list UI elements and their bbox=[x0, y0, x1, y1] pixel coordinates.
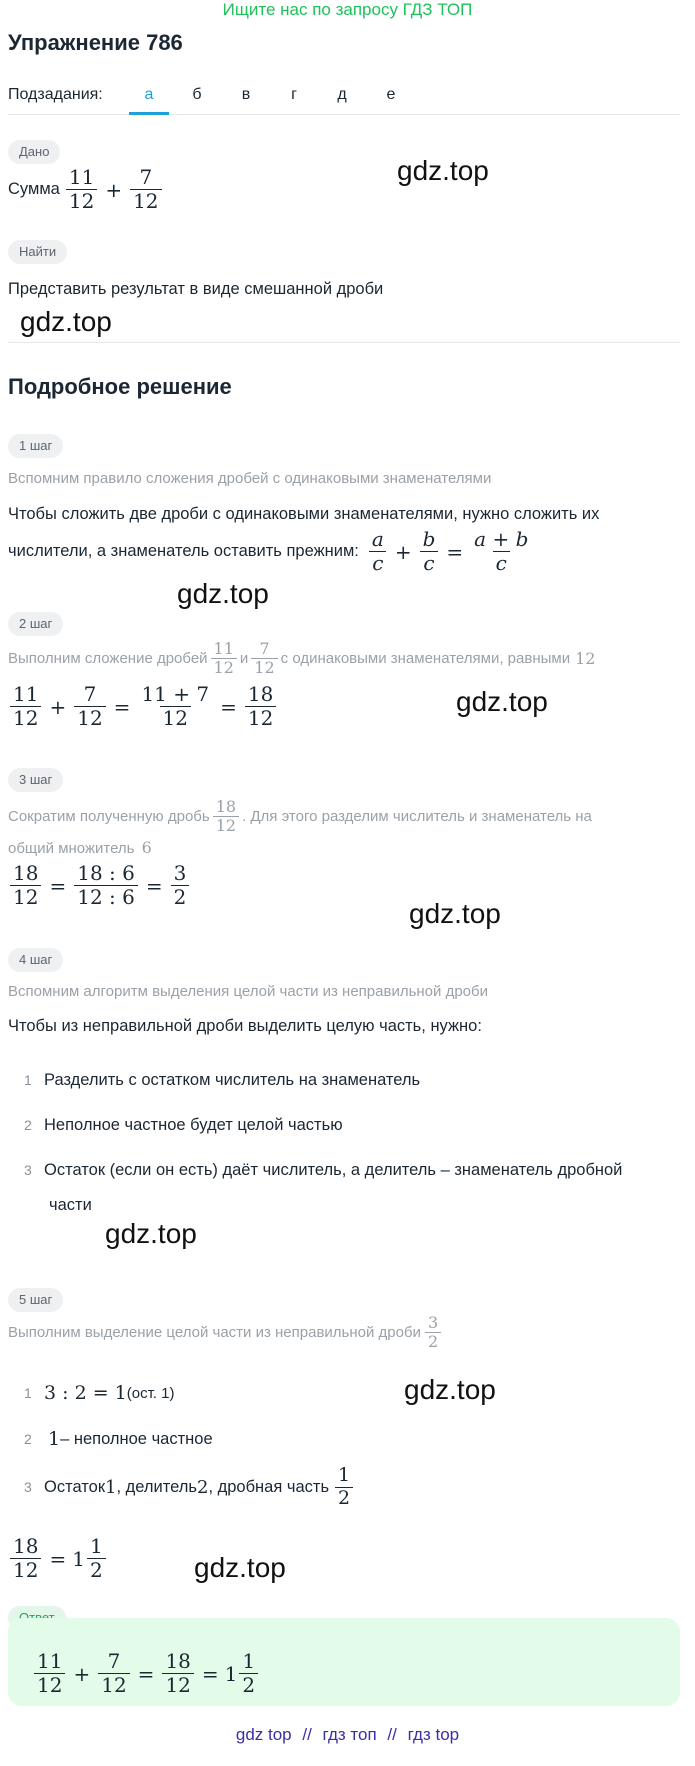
step-2-hint-b-den: 12 bbox=[251, 658, 277, 677]
fraction-part-den: 2 bbox=[335, 1487, 353, 1510]
step-1-pill: 1 шаг bbox=[8, 434, 63, 458]
watermark: gdz.top bbox=[409, 898, 501, 929]
result-num: 18 bbox=[13, 1534, 39, 1558]
watermark: gdz.top bbox=[194, 1552, 286, 1583]
answer-b-num: 7 bbox=[107, 1649, 121, 1673]
answer-s-den: 12 bbox=[162, 1673, 193, 1697]
given-expression bbox=[8, 166, 164, 213]
calc-b-den: 12 bbox=[74, 706, 105, 730]
step-2-hint-value: 12 bbox=[575, 649, 596, 669]
given-b-den: 12 bbox=[130, 189, 161, 213]
calc3-den: 12 bbox=[10, 885, 41, 909]
step-2-hint-a-num: 11 bbox=[213, 639, 234, 658]
answer-whole: 1 bbox=[224, 1661, 238, 1686]
list-number: 3 bbox=[24, 1162, 32, 1178]
step-3-hint-post: . Для этого разделим числитель и знаменатель на bbox=[242, 808, 592, 826]
watermark: gdz.top bbox=[404, 1374, 496, 1405]
formula-c: c bbox=[493, 551, 510, 575]
footer-link-gdz-top-mixed[interactable]: гдз top bbox=[407, 1725, 460, 1744]
step-1-body-line1: Чтобы сложить две дроби с одинаковыми знаменателями, нужно сложить их bbox=[8, 505, 600, 523]
step-2-calc bbox=[8, 683, 278, 730]
given-a-den: 12 bbox=[66, 189, 97, 213]
answer-f-num: 1 bbox=[242, 1649, 256, 1673]
step-4-body: Чтобы из неправильной дроби выделить целую часть, нужно: bbox=[8, 1017, 482, 1035]
footer-link-gdz-top[interactable]: gdz top bbox=[235, 1725, 292, 1744]
step-5-hint-num: 3 bbox=[427, 1313, 439, 1332]
tab-a[interactable]: а bbox=[144, 86, 154, 103]
find-text: Представить результат в виде смешанной дроби bbox=[8, 280, 384, 298]
answer-expression bbox=[32, 1650, 260, 1697]
step-2-hint-a-den: 12 bbox=[211, 658, 237, 677]
calc3-div-den: 12 : 6 bbox=[74, 885, 138, 909]
formula-plus: + bbox=[394, 539, 412, 564]
calc-sum-den: 12 bbox=[160, 706, 191, 730]
calc3-eq: = bbox=[145, 873, 163, 898]
tab-g[interactable]: г bbox=[291, 86, 297, 103]
step-5-pill: 5 шаг bbox=[8, 1288, 63, 1312]
step-5-result bbox=[8, 1535, 108, 1582]
list-item bbox=[24, 1428, 213, 1450]
step-2-hint-pre: Выполним сложение дробей bbox=[8, 650, 208, 668]
answer-b-den: 12 bbox=[98, 1673, 129, 1697]
list-number: 1 bbox=[24, 1072, 32, 1088]
list-number: 3 bbox=[24, 1479, 32, 1496]
remainder-value: 1 bbox=[105, 1476, 117, 1498]
list-item bbox=[24, 1382, 174, 1404]
list-text: Разделить с остатком числитель на знаменатель bbox=[44, 1071, 421, 1089]
result-eq: = bbox=[49, 1546, 67, 1571]
result-whole: 1 bbox=[72, 1546, 85, 1571]
result-f-num: 1 bbox=[89, 1534, 103, 1558]
footer-link-gdz-top-ru[interactable]: гдз топ bbox=[322, 1725, 377, 1744]
formula-sum: a + b bbox=[474, 527, 529, 551]
tab-v[interactable]: в bbox=[241, 86, 251, 103]
list-text: Остаток (если он есть) даёт числитель, а делитель – знаменатель дробной bbox=[44, 1161, 623, 1179]
step-3-hint bbox=[8, 798, 592, 836]
calc3-res-den: 2 bbox=[171, 885, 190, 909]
answer-eq: = bbox=[137, 1661, 155, 1686]
division-expr: 3 : 2 = 1 bbox=[44, 1382, 127, 1404]
answer-f-den: 2 bbox=[239, 1673, 258, 1697]
footer-separator: // bbox=[387, 1725, 397, 1744]
active-tab-indicator bbox=[129, 112, 169, 115]
step-3-hint-value: 6 bbox=[141, 838, 152, 857]
answer-a-num: 11 bbox=[37, 1649, 63, 1673]
step-1-hint: Вспомним правило сложения дробей с одинаковыми знаменателями bbox=[8, 470, 492, 487]
answer-s-num: 18 bbox=[165, 1649, 191, 1673]
footer-separator: // bbox=[302, 1725, 312, 1744]
divisor-value: 2 bbox=[197, 1476, 209, 1498]
formula-c: c bbox=[420, 551, 437, 575]
list-item bbox=[24, 1071, 420, 1090]
tab-b[interactable]: б bbox=[192, 86, 202, 103]
calc3-res-num: 3 bbox=[173, 861, 187, 885]
step-1-body-line2: числители, а знаменатель оставить прежним: bbox=[8, 542, 359, 560]
watermark: gdz.top bbox=[20, 306, 112, 337]
subtasks-tabs bbox=[8, 82, 680, 115]
step-5-hint-text: Выполним выделение целой части из неправильной дроби bbox=[8, 1324, 421, 1342]
calc3-div-num: 18 : 6 bbox=[77, 861, 135, 885]
step-5-hint bbox=[8, 1314, 443, 1352]
watermark: gdz.top bbox=[456, 686, 548, 717]
quotient-text: – неполное частное bbox=[60, 1429, 213, 1448]
list-number: 2 bbox=[24, 1431, 32, 1447]
step-4-hint: Вспомним алгоритм выделения целой части из неправильной дроби bbox=[8, 983, 488, 1000]
list-number: 2 bbox=[24, 1117, 32, 1133]
quotient-value: 1 bbox=[48, 1428, 61, 1450]
step-2-hint bbox=[8, 640, 595, 678]
step-4-pill: 4 шаг bbox=[8, 948, 63, 972]
list-item bbox=[24, 1465, 355, 1510]
step-2-hint-and: и bbox=[239, 650, 249, 668]
step-2-hint-b-num: 7 bbox=[259, 639, 270, 658]
step-3-pill: 3 шаг bbox=[8, 768, 63, 792]
fraction-part-text: , дробная часть bbox=[208, 1477, 330, 1496]
answer-a-den: 12 bbox=[34, 1673, 65, 1697]
step-3-hint-num: 18 bbox=[215, 797, 237, 816]
calc-eq: = bbox=[113, 694, 131, 719]
given-b-num: 7 bbox=[139, 165, 153, 189]
step-2-hint-post: с одинаковыми знаменателями, равными bbox=[280, 650, 571, 668]
watermark: gdz.top bbox=[397, 155, 489, 186]
given-pill: Дано bbox=[8, 140, 60, 164]
formula-b: b bbox=[422, 527, 436, 551]
given-a-num: 11 bbox=[68, 165, 95, 189]
tab-e[interactable]: е bbox=[386, 86, 396, 103]
calc3-num: 18 bbox=[13, 861, 39, 885]
watermark: gdz.top bbox=[177, 578, 269, 609]
calc-eq: = bbox=[220, 694, 237, 719]
page-title: Упражнение 786 bbox=[8, 30, 183, 55]
step-3-hint-pre: Сократим полученную дробь bbox=[8, 808, 210, 826]
step-2-pill: 2 шаг bbox=[8, 612, 63, 636]
tab-d[interactable]: д bbox=[337, 86, 347, 103]
list-text-continued: части bbox=[49, 1196, 92, 1214]
calc-result-den: 12 bbox=[245, 706, 276, 730]
given-text: Сумма bbox=[8, 180, 60, 198]
footer-links bbox=[0, 1725, 695, 1745]
solution-title: Подробное решение bbox=[8, 374, 232, 399]
result-den: 12 bbox=[10, 1558, 41, 1582]
top-banner: Ищите нас по запросу ГДЗ ТОП bbox=[222, 0, 473, 19]
list-text: Неполное частное будет целой частью bbox=[44, 1116, 343, 1134]
calc3-eq: = bbox=[49, 873, 67, 898]
watermark: gdz.top bbox=[105, 1218, 197, 1249]
formula-c: c bbox=[369, 551, 386, 575]
given-op: + bbox=[105, 177, 123, 202]
calc-sum-num: 11 + 7 bbox=[141, 682, 210, 706]
step-5-hint-den: 2 bbox=[425, 1332, 441, 1351]
calc-result-num: 18 bbox=[247, 682, 274, 706]
calc-plus: + bbox=[49, 694, 67, 719]
find-pill: Найти bbox=[8, 240, 67, 264]
divisor-text: , делитель bbox=[116, 1477, 197, 1496]
calc-a-den: 12 bbox=[10, 706, 41, 730]
answer-plus: + bbox=[73, 1661, 91, 1686]
divider bbox=[8, 342, 680, 343]
subtasks-label: Подзадания: bbox=[8, 86, 103, 103]
step-1-formula-line bbox=[8, 528, 533, 575]
step-3-hint-line2-text: общий множитель bbox=[8, 840, 135, 857]
answer-eq: = bbox=[201, 1661, 219, 1686]
list-item bbox=[24, 1116, 343, 1135]
formula-eq: = bbox=[446, 539, 464, 564]
step-3-calc bbox=[8, 862, 191, 909]
remainder-text: Остаток bbox=[44, 1477, 106, 1496]
calc-a-num: 11 bbox=[13, 682, 39, 706]
step-3-hint-den: 12 bbox=[213, 816, 239, 835]
calc-b-num: 7 bbox=[83, 682, 97, 706]
result-f-den: 2 bbox=[87, 1558, 106, 1582]
fraction-part-num: 1 bbox=[338, 1464, 351, 1486]
list-number: 1 bbox=[24, 1385, 32, 1401]
step-3-hint-line2 bbox=[8, 838, 152, 857]
formula-a: a bbox=[371, 527, 384, 551]
remainder-note: (ост. 1) bbox=[126, 1384, 175, 1402]
list-item bbox=[24, 1161, 622, 1180]
